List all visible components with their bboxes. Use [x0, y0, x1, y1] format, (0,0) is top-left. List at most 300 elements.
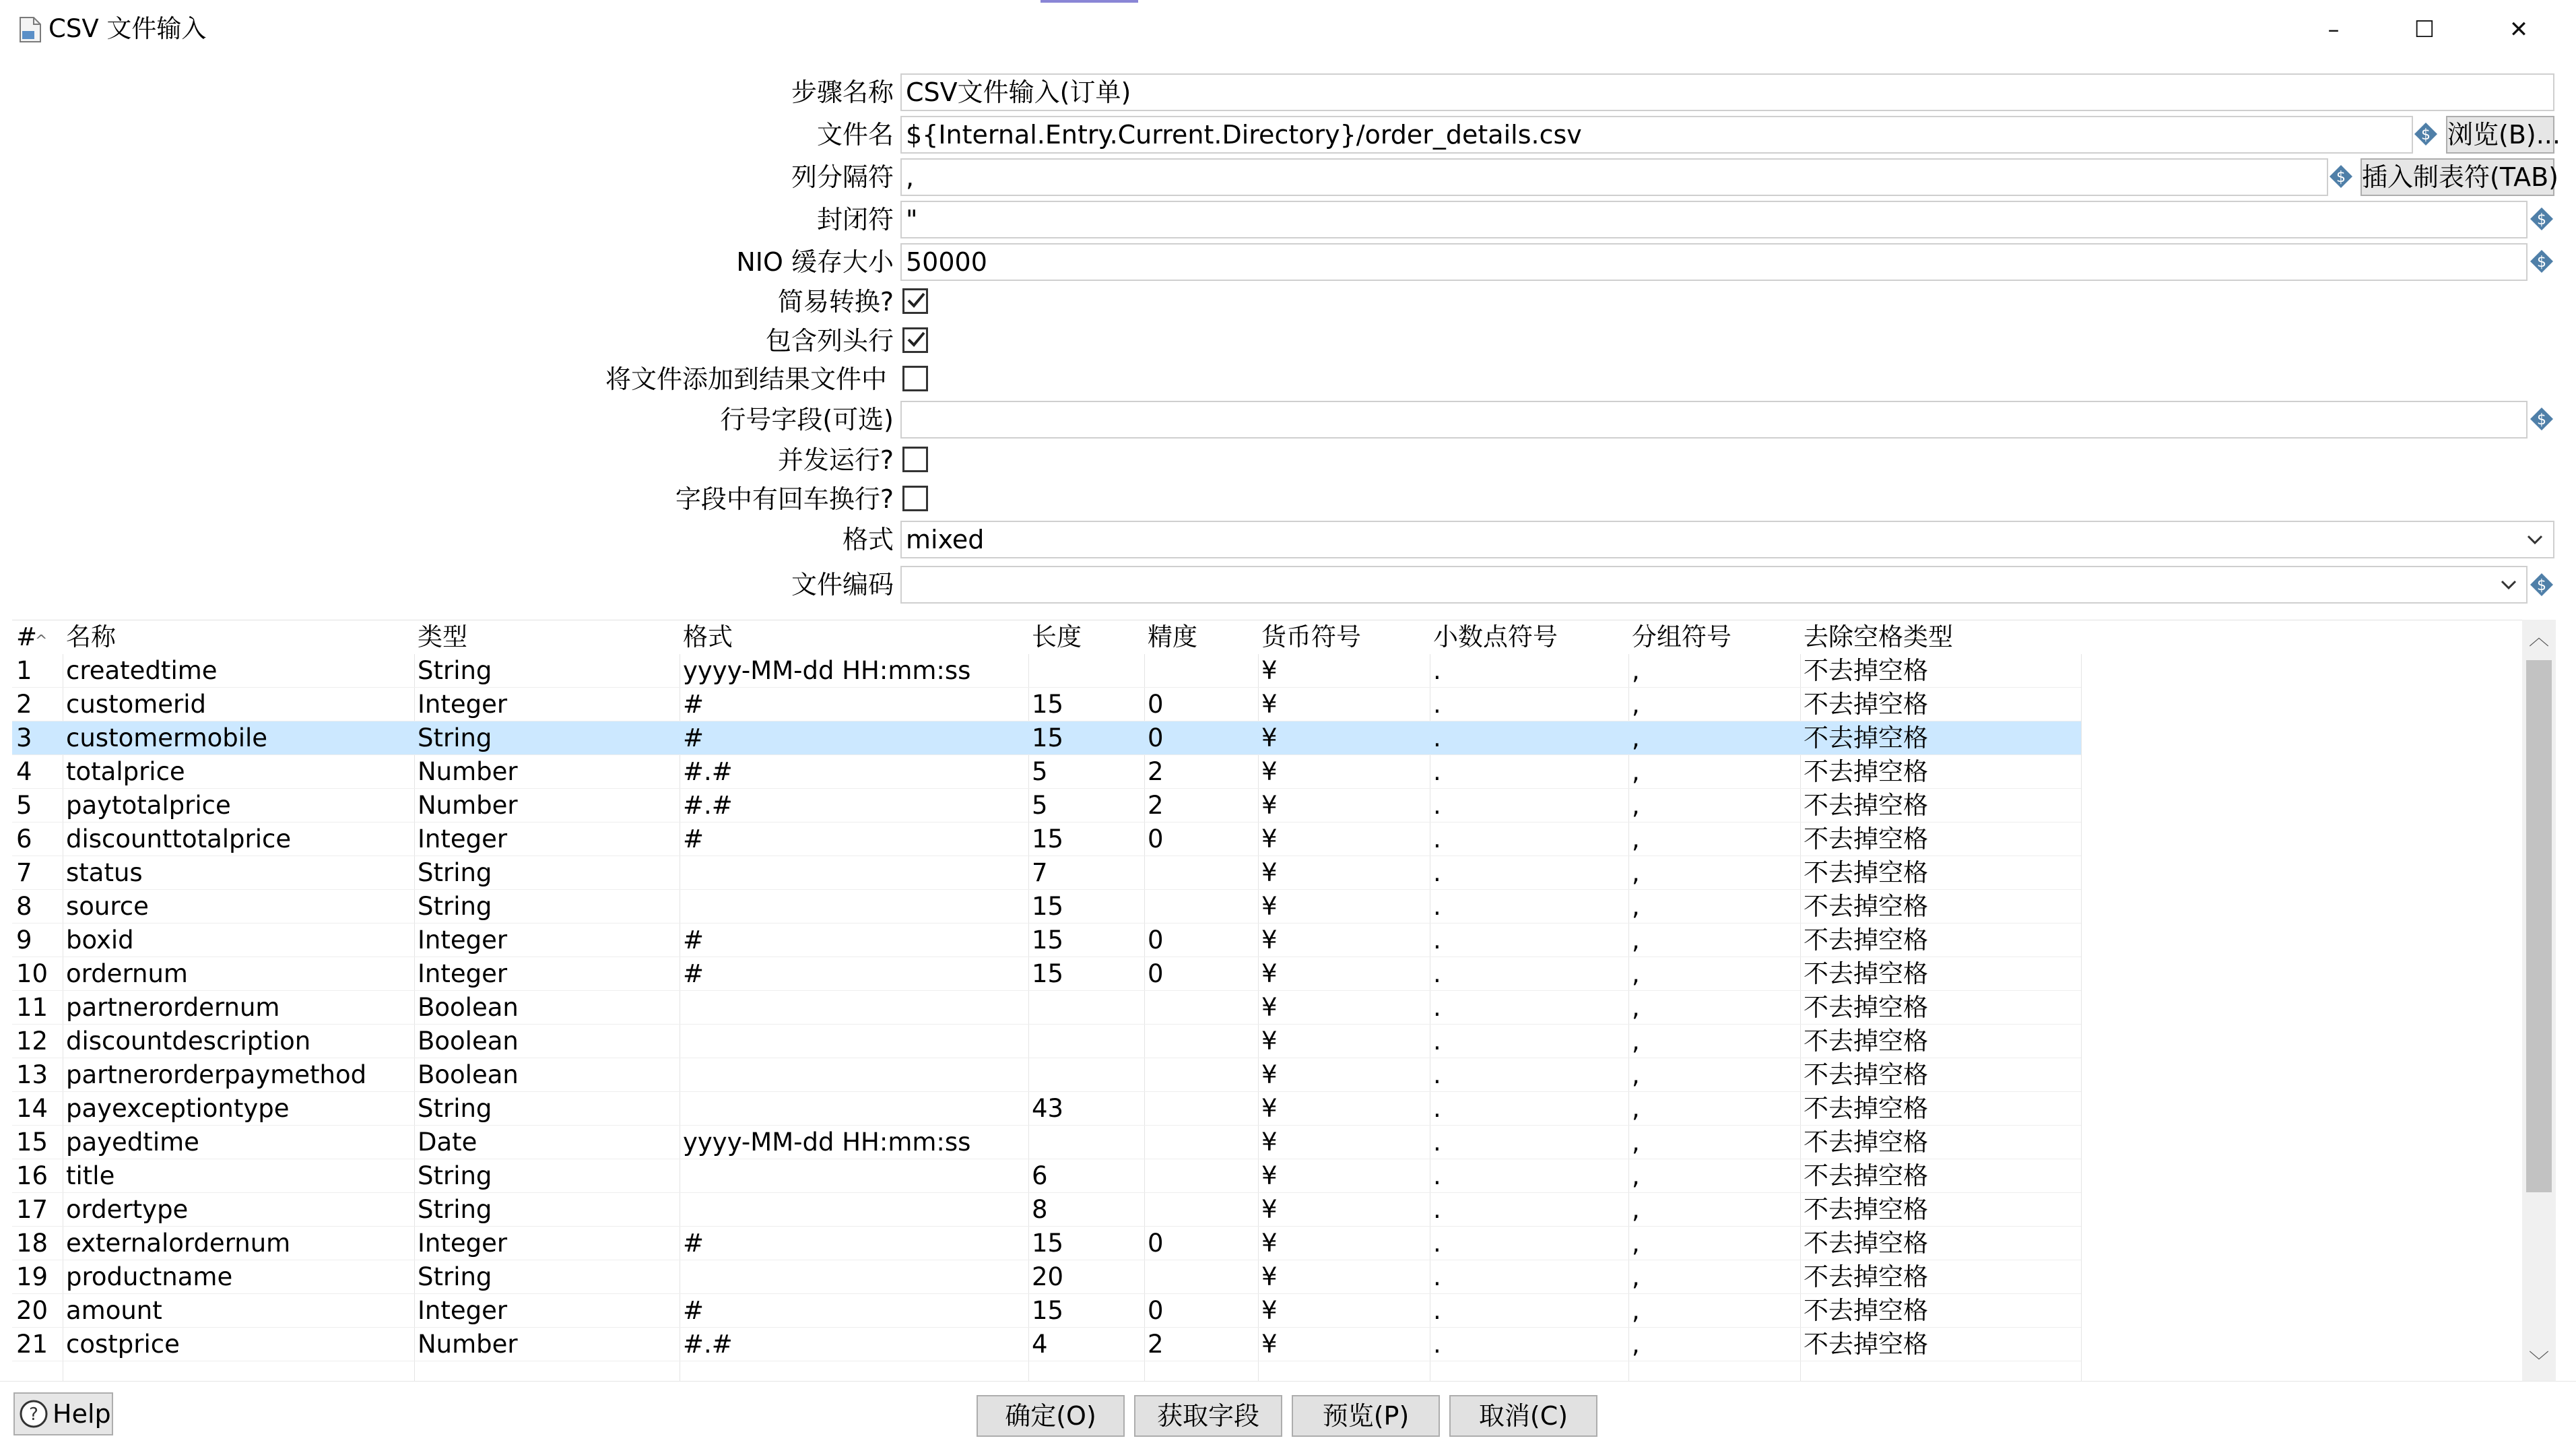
maximize-button[interactable]: ☐: [2414, 16, 2435, 43]
cell-name[interactable]: productname: [66, 1262, 233, 1291]
scrollbar-thumb[interactable]: [2526, 660, 2552, 1192]
chevron-down-icon[interactable]: [2496, 572, 2521, 597]
cell-precision[interactable]: [1144, 890, 1148, 924]
variable-dollar-icon[interactable]: [2529, 572, 2554, 597]
browse-button[interactable]: 浏览(B)...: [2446, 116, 2554, 154]
cell-format[interactable]: [679, 1092, 683, 1126]
cell-index[interactable]: 17: [16, 1195, 48, 1224]
cell-decimal[interactable]: .: [1433, 1195, 1441, 1224]
cell-length[interactable]: 15: [1032, 690, 1064, 719]
cell-decimal[interactable]: .: [1433, 1128, 1441, 1157]
encoding-select[interactable]: [900, 566, 2528, 604]
cell-currency[interactable]: ¥: [1261, 926, 1278, 955]
table-row[interactable]: [12, 890, 2081, 924]
cell-currency[interactable]: ¥: [1261, 1229, 1278, 1258]
cell-trim[interactable]: 不去掉空格: [1804, 1229, 1928, 1258]
cell-decimal[interactable]: .: [1433, 1094, 1441, 1123]
cell-length[interactable]: [1028, 1126, 1032, 1159]
cell-trim[interactable]: 不去掉空格: [1804, 1330, 1928, 1359]
cell-group[interactable]: ,: [1632, 1060, 1640, 1089]
get-fields-button[interactable]: 获取字段: [1134, 1395, 1282, 1437]
cell-currency[interactable]: ¥: [1261, 825, 1278, 853]
help-label: Help: [53, 1399, 111, 1429]
cell-type[interactable]: Number: [418, 791, 518, 820]
table-row[interactable]: [12, 755, 2081, 789]
cell-format[interactable]: [679, 1058, 683, 1092]
sort-ascending-icon: ^: [35, 633, 48, 649]
svg-text:$: $: [2336, 169, 2346, 186]
table-row[interactable]: [12, 1025, 2081, 1058]
header-col-trim[interactable]: 去除空格类型: [1804, 622, 1953, 651]
delimiter-label: 列分隔符: [791, 162, 894, 192]
cell-precision[interactable]: 0: [1148, 1229, 1164, 1258]
cell-decimal[interactable]: .: [1433, 791, 1441, 820]
cell-format[interactable]: #.#: [683, 757, 733, 786]
cell-group[interactable]: ,: [1632, 791, 1640, 820]
cell-decimal[interactable]: .: [1433, 656, 1441, 685]
cell-length[interactable]: 15: [1032, 723, 1064, 752]
cell-group[interactable]: ,: [1632, 1128, 1640, 1157]
cell-index[interactable]: 6: [16, 825, 32, 853]
cell-index[interactable]: 15: [16, 1128, 48, 1157]
table-row[interactable]: [12, 1126, 2081, 1159]
cell-precision[interactable]: [1144, 856, 1148, 890]
cell-length[interactable]: 5: [1032, 757, 1048, 786]
cell-index[interactable]: 7: [16, 858, 32, 887]
cell-index[interactable]: 12: [16, 1027, 48, 1056]
cell-decimal[interactable]: .: [1433, 858, 1441, 887]
ok-button[interactable]: 确定(O): [977, 1395, 1125, 1437]
cell-format[interactable]: #: [683, 690, 704, 719]
cell-type[interactable]: String: [418, 1094, 492, 1123]
svg-text:?: ?: [29, 1404, 38, 1425]
cell-currency[interactable]: ¥: [1261, 1195, 1278, 1224]
cell-currency[interactable]: ¥: [1261, 1262, 1278, 1291]
header-col-format[interactable]: 格式: [683, 622, 733, 651]
cell-name[interactable]: partnerorderpaymethod: [66, 1060, 367, 1089]
cell-type[interactable]: Integer: [418, 825, 508, 853]
cell-name[interactable]: createdtime: [66, 656, 218, 685]
cell-group[interactable]: ,: [1632, 1094, 1640, 1123]
cell-index[interactable]: 9: [16, 926, 32, 955]
cell-group[interactable]: ,: [1632, 858, 1640, 887]
cell-name[interactable]: totalprice: [66, 757, 185, 786]
cell-type[interactable]: String: [418, 723, 492, 752]
cell-index[interactable]: 8: [16, 892, 32, 921]
newline-checkbox[interactable]: [902, 486, 928, 511]
cell-precision[interactable]: [1144, 1025, 1148, 1058]
cell-length[interactable]: [1028, 654, 1032, 688]
parallel-label: 并发运行?: [777, 445, 894, 475]
cell-length[interactable]: 15: [1032, 1296, 1064, 1325]
enclosure-input[interactable]: ": [900, 201, 2528, 238]
lazy-conversion-label: 简易转换?: [777, 287, 894, 317]
cell-trim[interactable]: 不去掉空格: [1804, 825, 1928, 853]
cell-group[interactable]: ,: [1632, 723, 1640, 752]
parallel-checkbox[interactable]: [902, 447, 928, 472]
cell-name[interactable]: discountdescription: [66, 1027, 311, 1056]
header-row-checkbox[interactable]: [902, 327, 928, 353]
format-label: 格式: [842, 525, 894, 554]
table-row[interactable]: [12, 822, 2081, 856]
cell-format[interactable]: #: [683, 926, 704, 955]
cell-format[interactable]: [679, 1159, 683, 1193]
cell-index[interactable]: 11: [16, 993, 48, 1022]
cell-precision[interactable]: [1144, 1058, 1148, 1092]
cell-name[interactable]: customerid: [66, 690, 206, 719]
cell-type[interactable]: Integer: [418, 959, 508, 988]
cell-decimal[interactable]: .: [1433, 723, 1441, 752]
close-button[interactable]: ✕: [2509, 16, 2529, 43]
svg-text:$: $: [2537, 212, 2546, 228]
cell-index[interactable]: 14: [16, 1094, 48, 1123]
newline-label: 字段中有回车换行?: [675, 484, 894, 514]
cell-name[interactable]: partnerordernum: [66, 993, 280, 1022]
cell-decimal[interactable]: .: [1433, 1330, 1441, 1359]
cell-group[interactable]: ,: [1632, 892, 1640, 921]
cell-trim[interactable]: 不去掉空格: [1804, 690, 1928, 719]
cell-group[interactable]: ,: [1632, 1330, 1640, 1359]
column-divider: [2081, 654, 2082, 1381]
encoding-label: 文件编码: [791, 570, 894, 600]
svg-text:$: $: [2537, 577, 2546, 594]
cell-currency[interactable]: ¥: [1261, 1296, 1278, 1325]
format-select[interactable]: mixed: [900, 521, 2554, 558]
cell-index[interactable]: 3: [16, 723, 32, 752]
table-row[interactable]: [12, 1227, 2081, 1260]
table-row[interactable]: [12, 789, 2081, 822]
cell-length[interactable]: 8: [1032, 1195, 1048, 1224]
insert-tab-button[interactable]: 插入制表符(TAB): [2360, 158, 2554, 196]
cell-length[interactable]: 15: [1032, 1229, 1064, 1258]
cell-currency[interactable]: ¥: [1261, 1128, 1278, 1157]
cell-type[interactable]: Integer: [418, 926, 508, 955]
cell-trim[interactable]: 不去掉空格: [1804, 1027, 1928, 1056]
table-row[interactable]: [12, 991, 2081, 1025]
cell-currency[interactable]: ¥: [1261, 723, 1278, 752]
cell-name[interactable]: externalordernum: [66, 1229, 291, 1258]
table-row[interactable]: [12, 1294, 2081, 1328]
cell-decimal[interactable]: .: [1433, 1229, 1441, 1258]
cell-format[interactable]: [679, 1260, 683, 1294]
fields-table[interactable]: [12, 620, 2531, 1381]
cell-currency[interactable]: ¥: [1261, 892, 1278, 921]
variable-dollar-icon[interactable]: [2328, 164, 2354, 189]
header-col-group[interactable]: 分组符号: [1632, 622, 1731, 651]
lazy-conversion-checkbox[interactable]: [902, 288, 928, 314]
cell-index[interactable]: 16: [16, 1161, 48, 1190]
title-accent: [1041, 0, 1138, 3]
cell-length[interactable]: 43: [1032, 1094, 1064, 1123]
cell-precision[interactable]: 0: [1148, 690, 1164, 719]
cell-type[interactable]: String: [418, 1161, 492, 1190]
cell-currency[interactable]: ¥: [1261, 993, 1278, 1022]
cell-length[interactable]: 4: [1032, 1330, 1048, 1359]
cell-index[interactable]: 21: [16, 1330, 48, 1359]
cell-format[interactable]: #: [683, 959, 704, 988]
cell-type[interactable]: Boolean: [418, 1060, 519, 1089]
cell-index[interactable]: 5: [16, 791, 32, 820]
cell-group[interactable]: ,: [1632, 1262, 1640, 1291]
cell-trim[interactable]: 不去掉空格: [1804, 791, 1928, 820]
cell-precision[interactable]: 2: [1148, 1330, 1164, 1359]
cell-precision[interactable]: [1144, 1260, 1148, 1294]
help-button[interactable]: [13, 1392, 113, 1435]
step-name-input[interactable]: CSV文件输入(订单): [900, 73, 2554, 111]
cell-decimal[interactable]: .: [1433, 959, 1441, 988]
cell-trim[interactable]: 不去掉空格: [1804, 1094, 1928, 1123]
cell-type[interactable]: String: [418, 1262, 492, 1291]
cell-format[interactable]: yyyy-MM-dd HH:mm:ss: [683, 656, 971, 685]
cell-format[interactable]: [679, 1025, 683, 1058]
cell-name[interactable]: paytotalprice: [66, 791, 231, 820]
cell-group[interactable]: ,: [1632, 993, 1640, 1022]
cell-group[interactable]: ,: [1632, 690, 1640, 719]
cell-name[interactable]: customermobile: [66, 723, 268, 752]
cell-decimal[interactable]: .: [1433, 825, 1441, 853]
table-row[interactable]: [12, 924, 2081, 957]
cell-length[interactable]: [1028, 991, 1032, 1025]
checkmark-icon: [906, 329, 926, 350]
table-row[interactable]: [12, 1092, 2081, 1126]
cell-index[interactable]: 2: [16, 690, 32, 719]
cell-index[interactable]: 13: [16, 1060, 48, 1089]
nio-buffer-input[interactable]: 50000: [900, 243, 2528, 281]
cell-format[interactable]: [679, 890, 683, 924]
cell-currency[interactable]: ¥: [1261, 959, 1278, 988]
cell-type[interactable]: Number: [418, 1330, 518, 1359]
cell-decimal[interactable]: .: [1433, 892, 1441, 921]
cell-length[interactable]: 20: [1032, 1262, 1064, 1291]
cell-precision[interactable]: 0: [1148, 723, 1164, 752]
cell-type[interactable]: Number: [418, 757, 518, 786]
cell-length[interactable]: [1028, 1058, 1032, 1092]
header-col-decimal[interactable]: 小数点符号: [1433, 622, 1558, 651]
button-bar: [0, 1381, 2576, 1455]
table-vertical-scrollbar[interactable]: [2522, 620, 2556, 1381]
cell-precision[interactable]: 0: [1148, 825, 1164, 853]
header-col-precision[interactable]: 精度: [1148, 622, 1197, 651]
cell-decimal[interactable]: .: [1433, 1296, 1441, 1325]
header-col-length[interactable]: 长度: [1032, 622, 1082, 651]
cell-name[interactable]: discounttotalprice: [66, 825, 292, 853]
cell-trim[interactable]: 不去掉空格: [1804, 892, 1928, 921]
cell-currency[interactable]: ¥: [1261, 1161, 1278, 1190]
cell-name[interactable]: payedtime: [66, 1128, 199, 1157]
preview-button[interactable]: 预览(P): [1292, 1395, 1440, 1437]
cell-trim[interactable]: 不去掉空格: [1804, 757, 1928, 786]
cell-precision[interactable]: 0: [1148, 1296, 1164, 1325]
cell-name[interactable]: costprice: [66, 1330, 180, 1359]
cell-name[interactable]: ordernum: [66, 959, 188, 988]
variable-dollar-icon[interactable]: [2529, 206, 2554, 232]
cell-precision[interactable]: [1144, 654, 1148, 688]
cell-precision[interactable]: 2: [1148, 791, 1164, 820]
minimize-button[interactable]: –: [2327, 16, 2340, 43]
cell-trim[interactable]: 不去掉空格: [1804, 1060, 1928, 1089]
cell-group[interactable]: ,: [1632, 959, 1640, 988]
add-to-result-checkbox[interactable]: [902, 366, 928, 391]
cell-decimal[interactable]: .: [1433, 1060, 1441, 1089]
cell-index[interactable]: 4: [16, 757, 32, 786]
cell-precision[interactable]: 2: [1148, 757, 1164, 786]
cell-name[interactable]: boxid: [66, 926, 134, 955]
cell-length[interactable]: 15: [1032, 959, 1064, 988]
cell-type[interactable]: Boolean: [418, 1027, 519, 1056]
table-row[interactable]: [12, 1260, 2081, 1294]
cell-type[interactable]: String: [418, 1195, 492, 1224]
table-row[interactable]: [12, 1328, 2081, 1361]
header-row-label: 包含列头行: [765, 326, 894, 356]
cell-decimal[interactable]: .: [1433, 757, 1441, 786]
variable-dollar-icon[interactable]: [2529, 406, 2554, 432]
table-row[interactable]: [12, 1193, 2081, 1227]
header-col-name[interactable]: 名称: [66, 622, 116, 651]
cell-length[interactable]: 5: [1032, 791, 1048, 820]
cancel-button[interactable]: 取消(C): [1449, 1395, 1597, 1437]
cell-trim[interactable]: 不去掉空格: [1804, 993, 1928, 1022]
cell-format[interactable]: #.#: [683, 1330, 733, 1359]
table-row[interactable]: [12, 957, 2081, 991]
cell-precision[interactable]: [1144, 991, 1148, 1025]
cell-type[interactable]: Integer: [418, 1296, 508, 1325]
cell-index[interactable]: 19: [16, 1262, 48, 1291]
cell-type[interactable]: String: [418, 892, 492, 921]
cell-trim[interactable]: 不去掉空格: [1804, 1296, 1928, 1325]
scroll-up-icon[interactable]: ︿: [2529, 626, 2549, 650]
cell-precision[interactable]: [1144, 1126, 1148, 1159]
cell-type[interactable]: Date: [418, 1128, 477, 1157]
cell-currency[interactable]: ¥: [1261, 1027, 1278, 1056]
cell-format[interactable]: #: [683, 723, 704, 752]
cell-currency[interactable]: ¥: [1261, 757, 1278, 786]
document-icon: [19, 16, 42, 43]
cell-group[interactable]: ,: [1632, 1229, 1640, 1258]
window-title: CSV 文件输入: [48, 14, 207, 43]
cell-currency[interactable]: ¥: [1261, 690, 1278, 719]
cell-index[interactable]: 10: [16, 959, 48, 988]
table-row[interactable]: [12, 688, 2081, 721]
variable-dollar-icon[interactable]: [2413, 121, 2439, 147]
cell-format[interactable]: [679, 1193, 683, 1227]
cell-trim[interactable]: 不去掉空格: [1804, 959, 1928, 988]
file-name-input[interactable]: ${Internal.Entry.Current.Directory}/order_details.csv: [900, 116, 2413, 154]
cell-precision[interactable]: 0: [1148, 959, 1164, 988]
cell-index[interactable]: 18: [16, 1229, 48, 1258]
cell-precision[interactable]: [1144, 1092, 1148, 1126]
cell-length[interactable]: 7: [1032, 858, 1048, 887]
table-row[interactable]: [12, 721, 2081, 755]
title-bar[interactable]: [0, 0, 2576, 59]
cell-decimal[interactable]: .: [1433, 1262, 1441, 1291]
table-row[interactable]: [12, 654, 2081, 688]
cell-group[interactable]: ,: [1632, 1161, 1640, 1190]
cell-format[interactable]: #: [683, 825, 704, 853]
cell-format[interactable]: #: [683, 1296, 704, 1325]
cell-format[interactable]: [679, 991, 683, 1025]
cell-decimal[interactable]: .: [1433, 690, 1441, 719]
cell-precision[interactable]: [1144, 1193, 1148, 1227]
cell-trim[interactable]: 不去掉空格: [1804, 926, 1928, 955]
cell-type[interactable]: String: [418, 656, 492, 685]
header-col-type[interactable]: 类型: [418, 622, 467, 651]
table-header: [12, 620, 2531, 654]
cell-index[interactable]: 1: [16, 656, 32, 685]
cell-format[interactable]: [679, 856, 683, 890]
rownum-field-input[interactable]: [900, 401, 2528, 439]
cell-length[interactable]: 15: [1032, 825, 1064, 853]
cell-decimal[interactable]: .: [1433, 926, 1441, 955]
cell-trim[interactable]: 不去掉空格: [1804, 1161, 1928, 1190]
svg-text:$: $: [2537, 412, 2546, 428]
cell-format[interactable]: yyyy-MM-dd HH:mm:ss: [683, 1128, 971, 1157]
cell-format[interactable]: #.#: [683, 791, 733, 820]
cell-name[interactable]: ordertype: [66, 1195, 189, 1224]
svg-text:$: $: [2537, 254, 2546, 271]
cell-length[interactable]: 6: [1032, 1161, 1048, 1190]
cell-name[interactable]: status: [66, 858, 143, 887]
cell-trim[interactable]: 不去掉空格: [1804, 723, 1928, 752]
cell-currency[interactable]: ¥: [1261, 791, 1278, 820]
delimiter-input[interactable]: ,: [900, 158, 2328, 196]
cell-currency[interactable]: ¥: [1261, 1094, 1278, 1123]
cell-group[interactable]: ,: [1632, 1296, 1640, 1325]
cell-trim[interactable]: 不去掉空格: [1804, 1195, 1928, 1224]
table-row[interactable]: [12, 856, 2081, 890]
cell-type[interactable]: String: [418, 858, 492, 887]
cell-index[interactable]: 20: [16, 1296, 48, 1325]
cell-trim[interactable]: 不去掉空格: [1804, 858, 1928, 887]
cell-group[interactable]: ,: [1632, 757, 1640, 786]
cell-decimal[interactable]: .: [1433, 1161, 1441, 1190]
cell-name[interactable]: source: [66, 892, 149, 921]
cell-type[interactable]: Boolean: [418, 993, 519, 1022]
cell-name[interactable]: title: [66, 1161, 115, 1190]
cell-precision[interactable]: [1144, 1159, 1148, 1193]
variable-dollar-icon[interactable]: [2529, 249, 2554, 274]
cell-type[interactable]: Integer: [418, 1229, 508, 1258]
cell-group[interactable]: ,: [1632, 825, 1640, 853]
chevron-down-icon[interactable]: [2522, 527, 2548, 552]
header-col-index[interactable]: # ^: [16, 620, 37, 654]
cell-group[interactable]: ,: [1632, 1195, 1640, 1224]
cell-type[interactable]: Integer: [418, 690, 508, 719]
cell-trim[interactable]: 不去掉空格: [1804, 656, 1928, 685]
table-row[interactable]: [12, 1159, 2081, 1193]
cell-name[interactable]: amount: [66, 1296, 162, 1325]
cell-name[interactable]: payexceptiontype: [66, 1094, 290, 1123]
table-row[interactable]: [12, 1058, 2081, 1092]
cell-currency[interactable]: ¥: [1261, 858, 1278, 887]
cell-trim[interactable]: 不去掉空格: [1804, 1128, 1928, 1157]
cell-precision[interactable]: 0: [1148, 926, 1164, 955]
cell-trim[interactable]: 不去掉空格: [1804, 1262, 1928, 1291]
cell-group[interactable]: ,: [1632, 926, 1640, 955]
cell-decimal[interactable]: .: [1433, 1027, 1441, 1056]
cell-currency[interactable]: ¥: [1261, 1060, 1278, 1089]
header-col-currency[interactable]: 货币符号: [1261, 622, 1361, 651]
scroll-down-icon[interactable]: ﹀: [2529, 1350, 2549, 1373]
cell-currency[interactable]: ¥: [1261, 656, 1278, 685]
cell-currency[interactable]: ¥: [1261, 1330, 1278, 1359]
cell-length[interactable]: 15: [1032, 926, 1064, 955]
cell-group[interactable]: ,: [1632, 656, 1640, 685]
cell-length[interactable]: 15: [1032, 892, 1064, 921]
cell-format[interactable]: #: [683, 1229, 704, 1258]
cell-decimal[interactable]: .: [1433, 993, 1441, 1022]
cell-length[interactable]: [1028, 1025, 1032, 1058]
cell-group[interactable]: ,: [1632, 1027, 1640, 1056]
